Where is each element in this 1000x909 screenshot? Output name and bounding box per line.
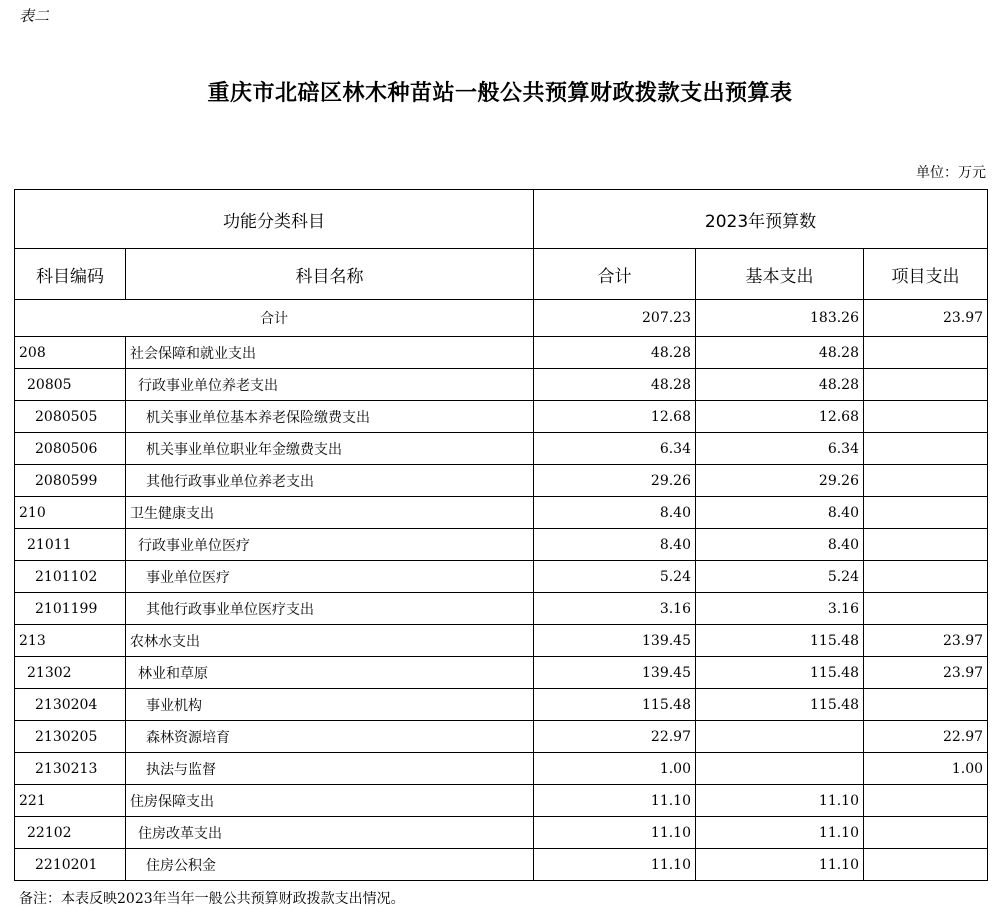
table-number-label: 表二 bbox=[19, 7, 50, 25]
total-cell: 22.97 bbox=[534, 721, 696, 753]
subject-code-cell: 2130204 bbox=[15, 689, 126, 721]
total-cell: 29.26 bbox=[534, 465, 696, 497]
header-functional-classification: 功能分类科目 bbox=[15, 190, 534, 249]
table-row bbox=[15, 337, 988, 369]
header-row-group bbox=[15, 190, 988, 249]
total-cell: 5.24 bbox=[534, 561, 696, 593]
project-expenditure-cell: 22.97 bbox=[864, 721, 988, 753]
project-expenditure-cell bbox=[864, 817, 988, 849]
table-row bbox=[15, 785, 988, 817]
page-title: 重庆市北碚区林木种苗站一般公共预算财政拨款支出预算表 bbox=[207, 81, 793, 106]
project-expenditure-cell: 23.97 bbox=[864, 657, 988, 689]
table-row bbox=[15, 593, 988, 625]
header-budget-year: 2023年预算数 bbox=[534, 190, 988, 249]
project-expenditure-cell bbox=[864, 561, 988, 593]
table-row bbox=[15, 369, 988, 401]
basic-expenditure-cell: 115.48 bbox=[696, 689, 864, 721]
total-cell: 6.34 bbox=[534, 433, 696, 465]
total-cell: 12.68 bbox=[534, 401, 696, 433]
subject-name-cell: 行政事业单位养老支出 bbox=[126, 369, 534, 401]
subject-name-cell: 执法与监督 bbox=[126, 753, 534, 785]
total-cell: 8.40 bbox=[534, 497, 696, 529]
project-expenditure-cell bbox=[864, 593, 988, 625]
subject-code-cell: 2130213 bbox=[15, 753, 126, 785]
total-basic: 183.26 bbox=[696, 300, 864, 337]
basic-expenditure-cell: 12.68 bbox=[696, 401, 864, 433]
table-row bbox=[15, 561, 988, 593]
subject-name-cell: 机关事业单位基本养老保险缴费支出 bbox=[126, 401, 534, 433]
table-row bbox=[15, 689, 988, 721]
total-cell: 139.45 bbox=[534, 657, 696, 689]
subject-name-cell: 住房公积金 bbox=[126, 849, 534, 881]
subject-code-cell: 2101199 bbox=[15, 593, 126, 625]
unit-label: 单位：万元 bbox=[916, 165, 986, 181]
subject-code-cell: 22102 bbox=[15, 817, 126, 849]
subject-name-cell: 事业机构 bbox=[126, 689, 534, 721]
subject-code-cell: 2080599 bbox=[15, 465, 126, 497]
subject-code-cell: 20805 bbox=[15, 369, 126, 401]
project-expenditure-cell bbox=[864, 337, 988, 369]
subject-name-cell: 机关事业单位职业年金缴费支出 bbox=[126, 433, 534, 465]
basic-expenditure-cell bbox=[696, 753, 864, 785]
subject-name-cell: 农林水支出 bbox=[126, 625, 534, 657]
subject-name-cell: 住房保障支出 bbox=[126, 785, 534, 817]
total-cell: 3.16 bbox=[534, 593, 696, 625]
basic-expenditure-cell: 48.28 bbox=[696, 337, 864, 369]
basic-expenditure-cell: 3.16 bbox=[696, 593, 864, 625]
project-expenditure-cell bbox=[864, 497, 988, 529]
project-expenditure-cell bbox=[864, 689, 988, 721]
basic-expenditure-cell: 115.48 bbox=[696, 657, 864, 689]
total-project: 23.97 bbox=[864, 300, 988, 337]
project-expenditure-cell bbox=[864, 785, 988, 817]
basic-expenditure-cell: 11.10 bbox=[696, 785, 864, 817]
table-row bbox=[15, 433, 988, 465]
project-expenditure-cell bbox=[864, 529, 988, 561]
subject-code-cell: 210 bbox=[15, 497, 126, 529]
subject-name-cell: 森林资源培育 bbox=[126, 721, 534, 753]
basic-expenditure-cell: 8.40 bbox=[696, 497, 864, 529]
header-subject-code: 科目编码 bbox=[15, 249, 126, 300]
basic-expenditure-cell: 115.48 bbox=[696, 625, 864, 657]
table-row bbox=[15, 657, 988, 689]
project-expenditure-cell bbox=[864, 465, 988, 497]
footnote: 备注：本表反映2023年当年一般公共预算财政拨款支出情况。 bbox=[19, 891, 405, 907]
subject-name-cell: 林业和草原 bbox=[126, 657, 534, 689]
total-cell: 11.10 bbox=[534, 817, 696, 849]
table-row bbox=[15, 497, 988, 529]
subject-code-cell: 2210201 bbox=[15, 849, 126, 881]
project-expenditure-cell bbox=[864, 433, 988, 465]
total-cell: 11.10 bbox=[534, 849, 696, 881]
header-total: 合计 bbox=[534, 249, 696, 300]
table-row bbox=[15, 817, 988, 849]
subject-name-cell: 行政事业单位医疗 bbox=[126, 529, 534, 561]
basic-expenditure-cell: 8.40 bbox=[696, 529, 864, 561]
subject-code-cell: 2130205 bbox=[15, 721, 126, 753]
project-expenditure-cell bbox=[864, 401, 988, 433]
header-row-columns bbox=[15, 249, 988, 300]
project-expenditure-cell bbox=[864, 849, 988, 881]
total-label: 合计 bbox=[15, 300, 534, 337]
total-cell: 48.28 bbox=[534, 369, 696, 401]
subject-code-cell: 21302 bbox=[15, 657, 126, 689]
total-cell: 8.40 bbox=[534, 529, 696, 561]
subject-code-cell: 208 bbox=[15, 337, 126, 369]
subject-name-cell: 社会保障和就业支出 bbox=[126, 337, 534, 369]
total-cell: 139.45 bbox=[534, 625, 696, 657]
basic-expenditure-cell: 29.26 bbox=[696, 465, 864, 497]
subject-code-cell: 213 bbox=[15, 625, 126, 657]
header-project-expenditure: 项目支出 bbox=[864, 249, 988, 300]
table-row bbox=[15, 529, 988, 561]
basic-expenditure-cell bbox=[696, 721, 864, 753]
basic-expenditure-cell: 5.24 bbox=[696, 561, 864, 593]
project-expenditure-cell bbox=[864, 369, 988, 401]
subject-name-cell: 其他行政事业单位医疗支出 bbox=[126, 593, 534, 625]
budget-table bbox=[14, 189, 988, 881]
basic-expenditure-cell: 6.34 bbox=[696, 433, 864, 465]
header-basic-expenditure: 基本支出 bbox=[696, 249, 864, 300]
basic-expenditure-cell: 11.10 bbox=[696, 849, 864, 881]
header-subject-name: 科目名称 bbox=[126, 249, 534, 300]
table-row bbox=[15, 625, 988, 657]
project-expenditure-cell: 1.00 bbox=[864, 753, 988, 785]
total-cell: 115.48 bbox=[534, 689, 696, 721]
project-expenditure-cell: 23.97 bbox=[864, 625, 988, 657]
table-row bbox=[15, 401, 988, 433]
total-amount: 207.23 bbox=[534, 300, 696, 337]
subject-name-cell: 其他行政事业单位养老支出 bbox=[126, 465, 534, 497]
subject-name-cell: 住房改革支出 bbox=[126, 817, 534, 849]
table-row bbox=[15, 465, 988, 497]
table-row bbox=[15, 721, 988, 753]
table-row bbox=[15, 849, 988, 881]
subject-code-cell: 2101102 bbox=[15, 561, 126, 593]
total-cell: 11.10 bbox=[534, 785, 696, 817]
subject-code-cell: 2080506 bbox=[15, 433, 126, 465]
basic-expenditure-cell: 48.28 bbox=[696, 369, 864, 401]
subject-code-cell: 21011 bbox=[15, 529, 126, 561]
subject-name-cell: 卫生健康支出 bbox=[126, 497, 534, 529]
subject-code-cell: 221 bbox=[15, 785, 126, 817]
subject-code-cell: 2080505 bbox=[15, 401, 126, 433]
subject-name-cell: 事业单位医疗 bbox=[126, 561, 534, 593]
total-cell: 48.28 bbox=[534, 337, 696, 369]
basic-expenditure-cell: 11.10 bbox=[696, 817, 864, 849]
table-row bbox=[15, 753, 988, 785]
total-row bbox=[15, 300, 988, 337]
total-cell: 1.00 bbox=[534, 753, 696, 785]
